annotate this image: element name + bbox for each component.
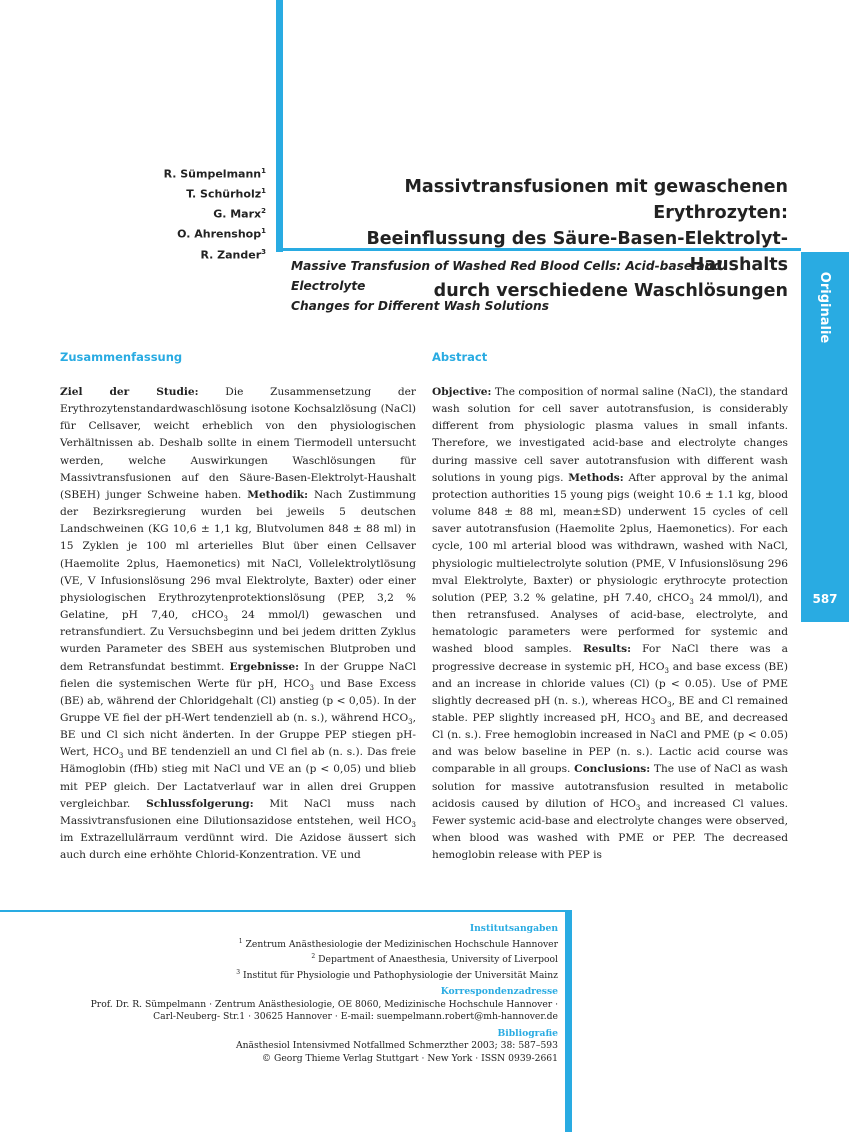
accent-bar-vertical [276, 0, 283, 252]
abstract-heading: Abstract [432, 350, 488, 364]
title-line: Massivtransfusionen mit gewaschenen Erythrozyten: [404, 177, 788, 223]
title-line: durch verschiedene Waschlösungen [433, 281, 788, 301]
section-label-text: Originalie [817, 271, 833, 343]
zusammenfassung-heading: Zusammenfassung [60, 350, 183, 364]
affiliation: $^2$ Department of Anaesthesia, University of Liverpool [311, 953, 558, 966]
affiliation: $^1$ Zentrum Anästhesiologie der Medizinischen Hochschule Hannover [238, 937, 558, 950]
zusammenfassung-body: Ziel der Studie: Die Zusammensetzung der Erythrozytenstandardwaschlösung isotone Kochsalzlösung (NaCl) für Cellsaver, weicht erheblich von den physiologischen Verhältnissen ab. Deshalb sollte in einem Tiermodell untersucht werden, welche Auswirkungen Waschlösungen für Massivtransfusionen auf den Säure-Basen-Elektrolyt-Haushalt (SBEH) junger Schweine haben. Methodik: Nach Zustimmung der Bezirksregierung wurden bei jeweils 5 deutschen Landschweinen (KG 10,6 ± 1,1 kg, Blutvolumen 848 ± 88 ml) in 15 Zyklen je 100 ml arterielles Blut über einen Cellsaver (Haemolite 2plus, Haemonetics) mit NaCl, Vollelektrolytlösung (VE, V Infusionslösung 296 mval Elektrolyte, Baxter) oder einer physiologischen Erythrozytenprotektionslösung (PEP, 3,2 % Gelatine, pH 7,40, cHCO$_3$ 24 mmol/l) gewaschen und retransfundiert. Zu Versuchsbeginn und bei jedem dritten Zyklus wurden Parameter des SBEH aus systemischen Blutproben und dem Retransfundat bestimmt. Ergebnisse: In der Gruppe NaCl fielen die systemischen Werte für pH, $HCO_3$ und Base Excess (BE) ab, während der Chloridgehalt (Cl) anstieg (p < 0,05). In der Gruppe VE fiel der pH-Wert tendenziell ab (n. s.), während $HCO_3$, BE und Cl sich nicht änderten. In der Gruppe PEP stiegen pH-Wert, $HCO_3$ und BE tendenziell an und Cl fiel ab (n. s.). Das freie Hämoglobin (fHb) stieg mit NaCl und VE an (p < 0,05) und blieb mit PEP gleich. Der Lactatverlauf war in allen drei Gruppen vergleichbar. Schlussfolgerung: Mit NaCl muss nach Massivtransfusionen eine Dilutionsazidose entstehen, weil $HCO_3$ im Extrazellulärraum verdünnt wird. Die Azidose äussert sich auch durch eine erhöhte Chlorid-Konzentration. VE und [60, 386, 416, 862]
info-box-rule [0, 910, 572, 912]
abstract-body: Objective: The composition of normal saline (NaCl), the standard wash solution for cell saver autotransfusion, is considerably different from physiologic plasma values in small infants. Therefore, we investigated acid-base and electrolyte changes during massive cell saver autotransfusion with different wash solutions in young pigs. Methods: After approval by the animal protection authorities 15 young pigs (weight 10.6 ± 1.1 kg, blood volume 848 ± 88 ml, mean±SD) underwent 15 cycles of cell saver autotransfusion (Haemolite 2plus, Haemonetics). For each cycle, 100 ml arterial blood was withdrawn, washed with NaCl, physiologic multielectrolyte solution (PME, V Infusionslösung 296 mval Elektrolyte, Baxter) or physiologic erythrocyte protection solution (PEP, 3.2 % gelatine, pH 7.40, cHCO$_3$ 24 mmol/l), and then retransfused. Analyses of acid-base, electrolyte, and hematologic parameters were performed for systemic and washed blood samples. Results: For NaCl there was a progressive decrease in systemic pH, $HCO_3$ and base excess (BE) and an increase in chloride values (Cl) (p < 0.05). Use of PME slightly decreased pH (n. s.), whereas $HCO_3$, BE and Cl remained stable. PEP slightly increased pH, $HCO_3$ and BE, and decreased Cl (n. s.). Free hemoglobin increased in NaCl and PME (p < 0.05) and was below baseline in PEP (n. s.). Lactic acid course was comparable in all groups. Conclusions: The use of NaCl as wash solution for massive autotransfusion resulted in metabolic acidosis caused by dilution of $HCO_3$ and increased Cl values. Fewer systemic acid-base and electrolyte changes were observed, when blood was washed with PME or PEP. The decreased hemoglobin release with PEP is [432, 386, 789, 862]
article-title-english [291, 256, 791, 316]
title-line: Changes for Different Wash Solutions [291, 299, 549, 313]
title-line: Massive Transfusion of Washed Red Blood Cells: Acid-base and Electrolyte [291, 259, 722, 293]
author: R. Zander$^3$ [200, 247, 266, 262]
correspondence-heading: Korrespondenzadresse [440, 986, 558, 998]
author: R. Sümpelmann$^1$ [163, 167, 266, 181]
correspondence-line: Carl-Neuberg- Str.1 · 30625 Hannover · E-mail: suempelmann.robert@mh-hannover.de [153, 1011, 558, 1023]
bibliography-line: Anästhesiol Intensivmed Notfallmed Schmerzther 2003; 38: 587–593 [235, 1040, 558, 1052]
institutions-heading: Institutsangaben [469, 923, 558, 934]
bibliography-heading: Bibliografie [497, 1027, 558, 1039]
title-line: Beeinflussung des Säure-Basen-Elektrolyt-Haushalts [366, 229, 788, 275]
section-label [801, 252, 849, 362]
author: G. Marx$^2$ [213, 207, 266, 221]
article-info-box [20, 919, 558, 1065]
affiliation: $^3$ Institut für Physiologie und Pathophysiologie der Universität Mainz [236, 968, 558, 981]
info-box-bar [565, 910, 572, 1132]
author-list [100, 163, 266, 264]
correspondence-line: Prof. Dr. R. Sümpelmann · Zentrum Anästhesiologie, OE 8060, Medizinische Hochschule Hannover · [90, 998, 558, 1010]
page-number: 587 [812, 592, 838, 606]
bibliography-line: © Georg Thieme Verlag Stuttgart · New York · ISSN 0939-2661 [261, 1052, 558, 1064]
author: T. Schürholz$^1$ [186, 187, 266, 201]
author: O. Ahrenshop$^1$ [177, 227, 266, 242]
